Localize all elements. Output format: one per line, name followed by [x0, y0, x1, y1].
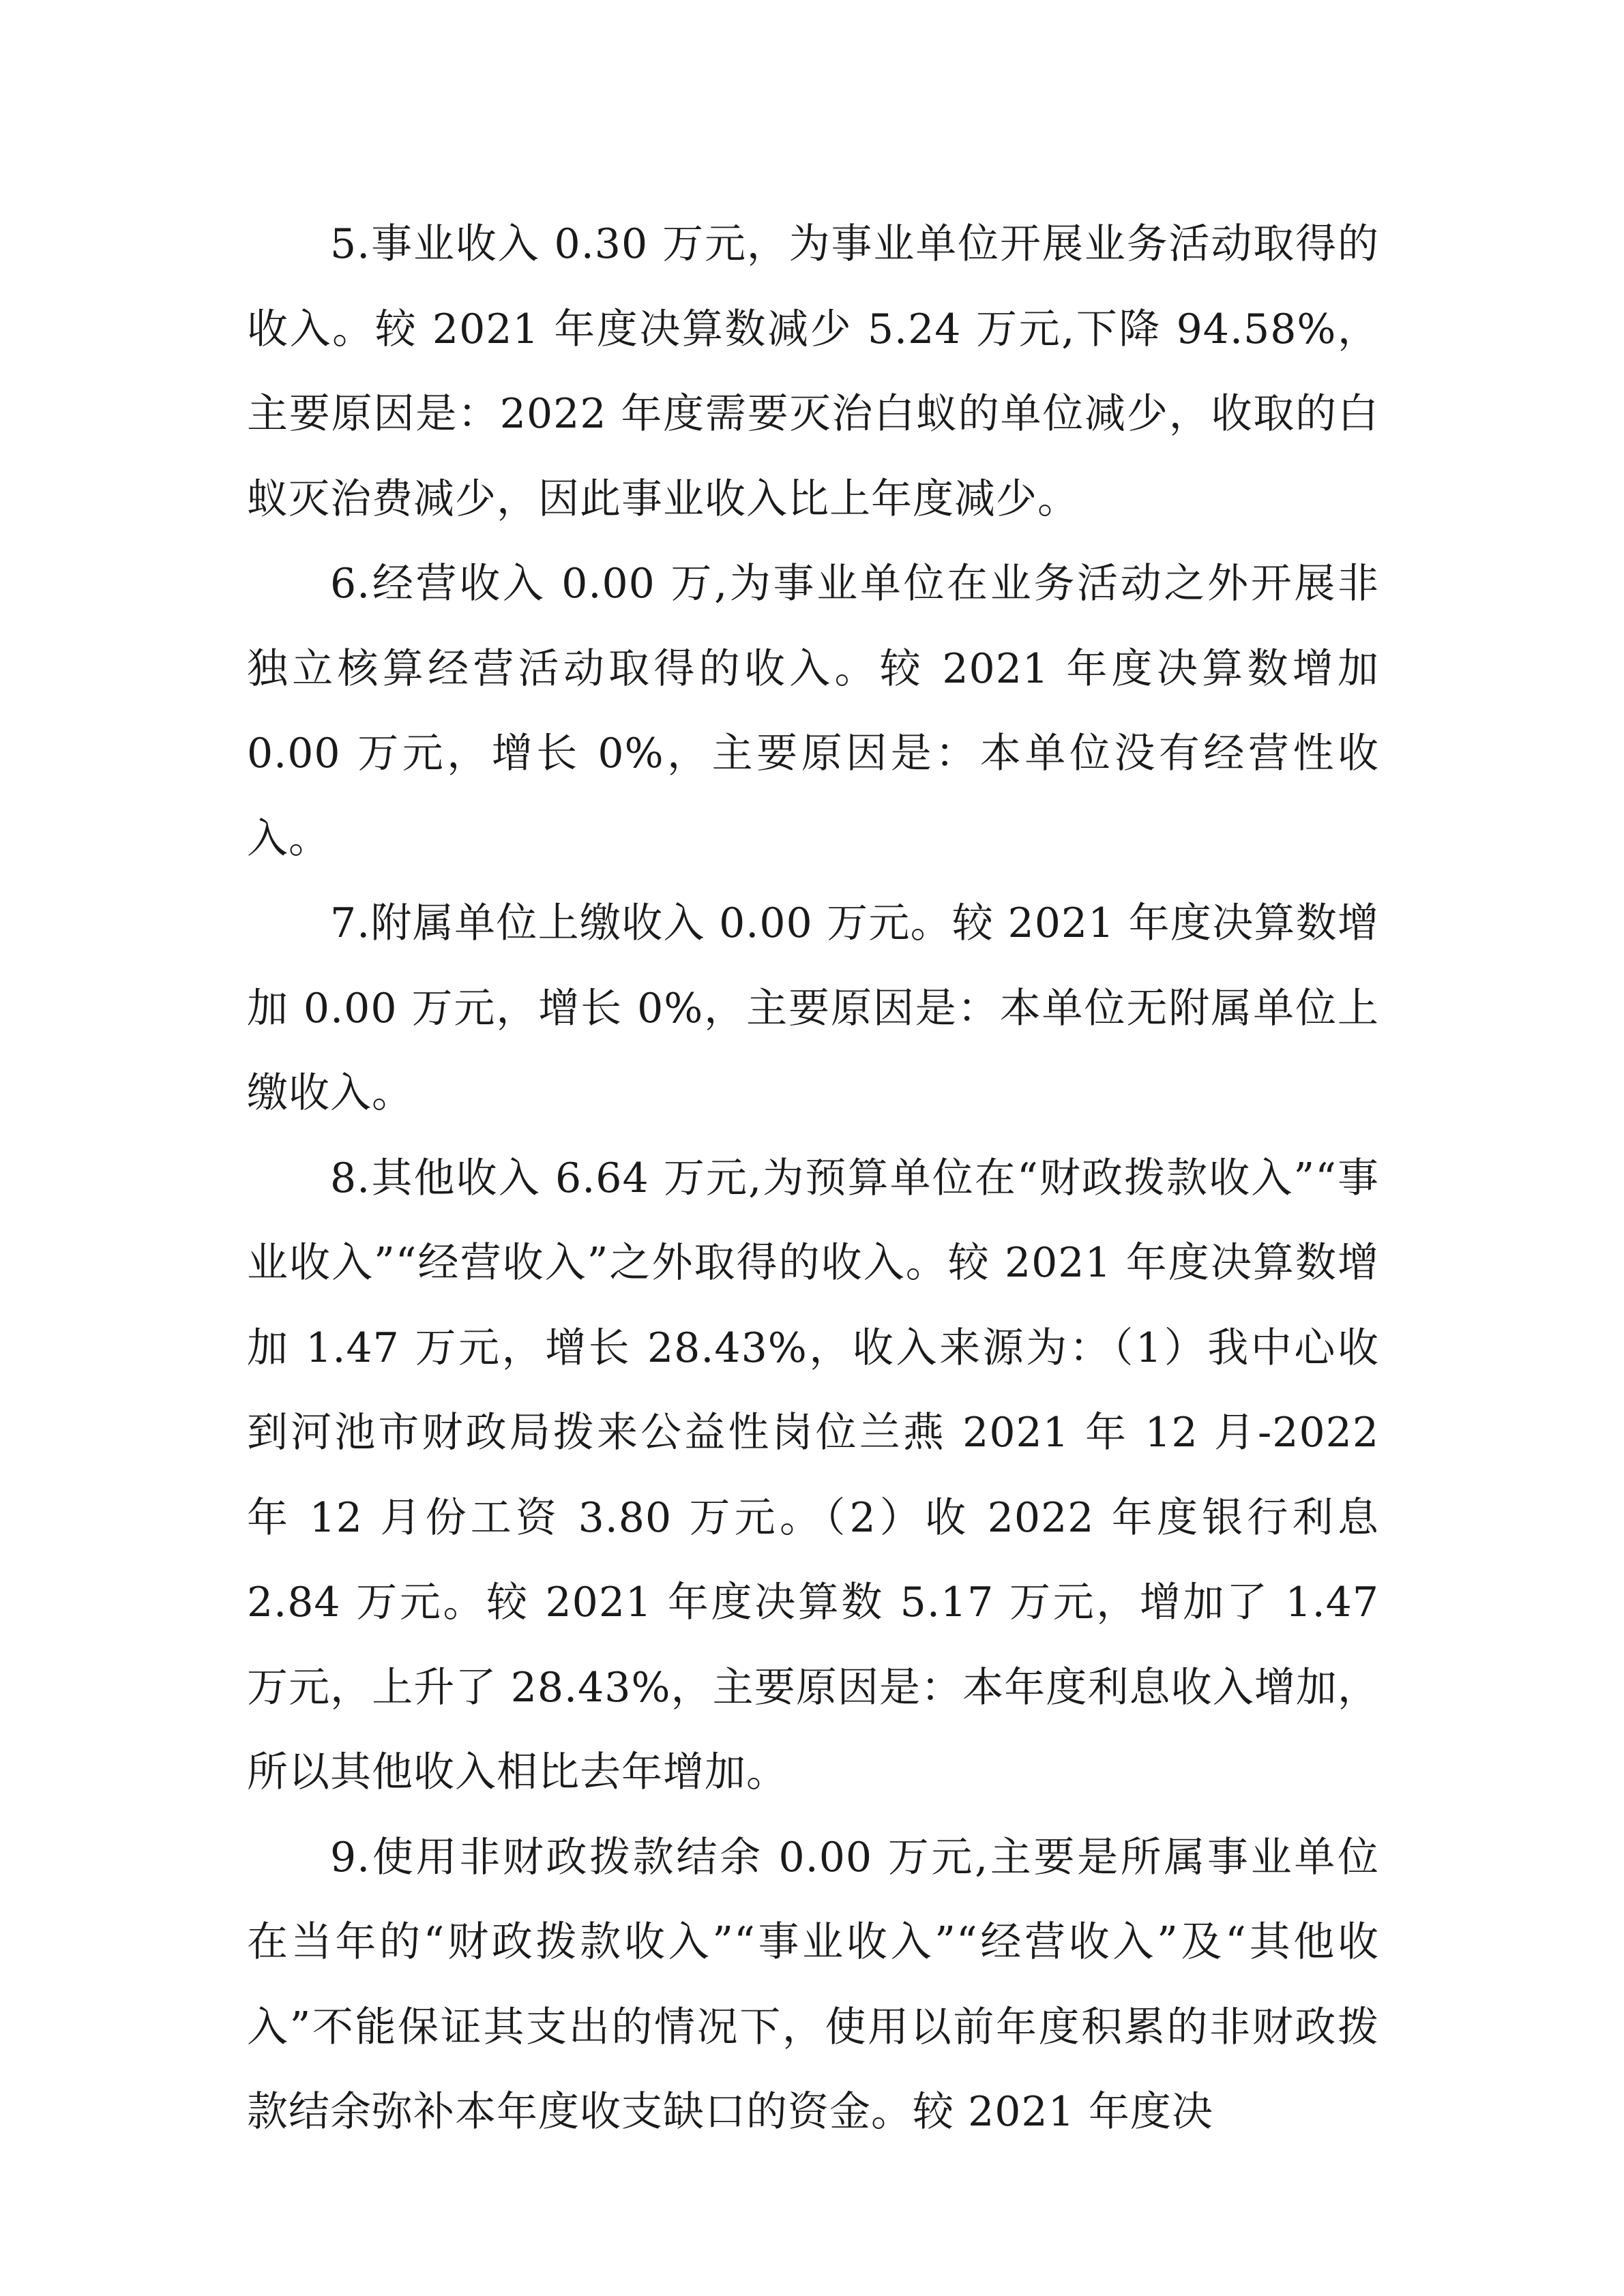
paragraph-non-fiscal-surplus: 9.使用非财政拨款结余 0.00 万元,主要是所属事业单位在当年的“财政拨款收入”“事业收入”“经营收入”及“其他收入”不能保证其支出的情况下，使用以前年度积累的非财政拨款结余弥补本年度收支缺口的资金。较 2021 年度决	[247, 1833, 1379, 2136]
paragraph-affiliated-unit-income: 7.附属单位上缴收入 0.00 万元。较 2021 年度决算数增加 0.00 万元，增长 0%，主要原因是：本单位无附属单位上缴收入。	[247, 899, 1379, 1117]
paragraph-business-income: 5.事业收入 0.30 万元，为事业单位开展业务活动取得的收入。较 2021 年度决算数减少 5.24 万元,下降 94.58%，主要原因是：2022 年度需要灭治白蚁的单位减少，收取的白蚁灭治费减少，因此事业收入比上年度减少。	[247, 220, 1379, 523]
paragraph-operating-income: 6.经营收入 0.00 万,为事业单位在业务活动之外开展非独立核算经营活动取得的收入。较 2021 年度决算数增加 0.00 万元，增长 0%，主要原因是：本单位没有经营性收入。	[247, 560, 1379, 863]
document-body	[247, 202, 1379, 2155]
paragraph-other-income: 8.其他收入 6.64 万元,为预算单位在“财政拨款收入”“事业收入”“经营收入”之外取得的收入。较 2021 年度决算数增加 1.47 万元，增长 28.43%，收入来源为：（1）我中心收到河池市财政局拨来公益性岗位兰燕 2021 年 12 月-2022 年 12 月份工资 3.80 万元。（2）收 2022 年度银行利息 2.84 万元。较 2021 年度决算数 5.17 万元，增加了 1.47 万元，上升了 28.43%，主要原因是：本年度利息收入增加，所以其他收入相比去年增加。	[247, 1154, 1379, 1796]
